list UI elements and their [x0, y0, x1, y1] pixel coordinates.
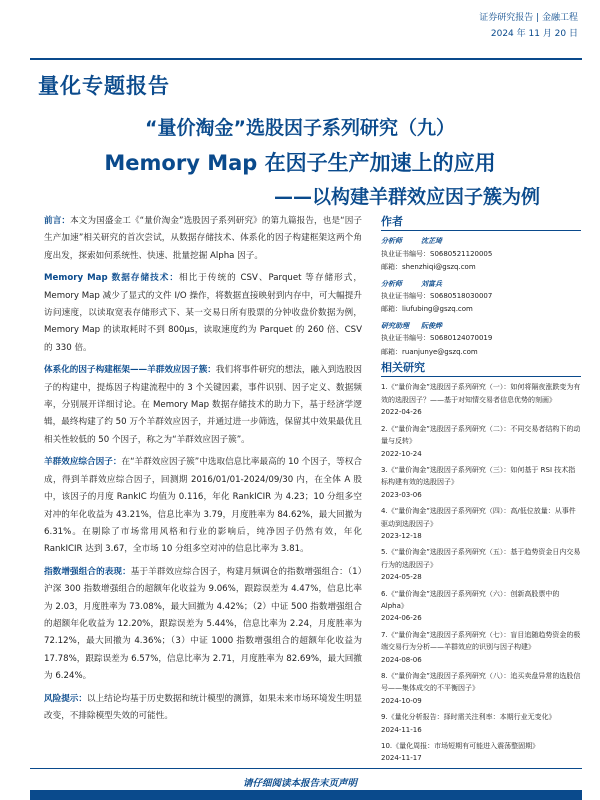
related-title[interactable]: 7.《“量价淘金”选股因子系列研究（七）：盲目追随趋势资金的极端交易行为分析——羊群效应的识别与因子构建》	[381, 630, 581, 652]
paragraph-text: 在“羊群效应因子簇”中选取信息比率最高的 10 个因子，等权合成，得到羊群效应综合因子，回测期 2016/01/01-2024/09/30 内，在全体 A 股中，该因子的月度 RankIC 均值为 0.116，年化 RankICIR 为 4.23；10 分组多空对冲的年化收益为 43.21%，信息比率为 3.79，月度胜率为 84.62%，最大回撤为 6.31%。在剔除了市场常用风格和行业的影响后，纯净因子仍然有效，年化 RankICIR 达到 3.67，全市场 10 分组多空对冲的信息比率为 3.81。	[44, 457, 362, 555]
author-name: 刘富兵	[421, 279, 442, 288]
related-date: 2023-03-06	[381, 490, 422, 499]
related-report[interactable]	[381, 711, 581, 736]
footer-disclaimer: 请仔细阅读本报告末页声明	[242, 778, 357, 789]
author-card	[381, 320, 581, 358]
related-title[interactable]: 2.《“量价淘金”选股因子系列研究（二）：不同交易者结构下的动量与反转》	[381, 424, 581, 446]
related-title[interactable]: 3.《“量价淘金”选股因子系列研究（三）：如何基于 RSI 技术指标构建有效的选股因子》	[381, 465, 576, 487]
report-header	[479, 10, 578, 42]
title-sub: ——以构建羊群效应因子簇为例	[273, 186, 540, 208]
header-date: 2024 年 11 月 20 日	[490, 29, 578, 39]
related-date: 2024-11-16	[381, 725, 422, 734]
author-name-row	[381, 320, 581, 332]
related-report[interactable]	[381, 629, 581, 666]
author-name: 阮俊烨	[421, 321, 442, 330]
related-report[interactable]	[381, 670, 581, 707]
author-name: 沈芷琦	[421, 237, 442, 246]
related-title[interactable]: 5.《“量价淘金”选股因子系列研究（五）：基于趋势资金日内交易行为的选股因子》	[381, 548, 581, 569]
related-date: 2022-10-24	[381, 449, 422, 458]
related-title[interactable]: 10.《量化周报：市场短期有可能进入震荡整固期》	[381, 742, 540, 751]
related-report[interactable]	[381, 588, 581, 625]
related-report[interactable]	[381, 381, 581, 418]
author-email[interactable]: 邮箱：ruanjunye@gszq.com	[381, 347, 478, 356]
author-license: 执业证书编号：S0680124070019	[381, 334, 493, 343]
footer-band	[30, 790, 582, 800]
paragraph-text: 本文为国盛金工《“量价淘金”选股因子系列研究》的第九篇报告，也是“因子生产加速”相关研究的首次尝试，从数据存储技术、体系化的因子构建框架这两个角度出发，探索如何系统性、快速、批量挖掘 Alpha 因子。	[44, 216, 362, 261]
author-name-row	[381, 235, 581, 247]
related-date: 2024-10-09	[381, 696, 422, 705]
title-main: Memory Map 在因子生产加速上的应用	[104, 151, 496, 175]
related-report[interactable]	[381, 464, 581, 501]
paragraph-memory-map	[44, 270, 362, 357]
sidebar	[381, 216, 581, 769]
report-type: 量化专题报告	[38, 74, 170, 98]
related-report[interactable]	[381, 423, 581, 460]
author-name-row	[381, 278, 581, 290]
author-role: 分析师	[381, 279, 402, 288]
related-date: 2024-11-17	[381, 754, 422, 763]
paragraph-text: 我们将事件研究的想法，融入到选股因子的构建中，提炼因子构建流程中的 3 个关键因素，事件识别、因子定义、数据频率，分别展开详细讨论。在 Memory Map 数据存储技术的助力下，基于经济学逻辑，最终构建了约 50 万个羊群效应因子，并通过进一步筛选，保留其中效果最优且相关性较低的 50 个因子，称之为“羊群效应因子簇”。	[44, 365, 362, 445]
paragraph-label: 风险提示：	[44, 693, 87, 704]
header-category: 证券研究报告 | 金融工程	[479, 13, 578, 23]
related-title[interactable]: 9.《量化分析报告：择时需关注利率：本期行业无变化》	[381, 713, 556, 722]
main-body	[44, 213, 362, 730]
related-title[interactable]: 4.《“量价淘金”选股因子系列研究（四）：高/低位放量：从事件驱动到选股因子》	[381, 507, 576, 528]
related-date: 2023-12-18	[381, 531, 422, 540]
paragraph-label: 羊群效应综合因子：	[44, 457, 122, 468]
related-title[interactable]: 6.《“量价淘金”选股因子系列研究（六）：创新高股票中的 Alpha》	[381, 589, 560, 610]
paragraph-risk	[44, 691, 362, 726]
paragraph-text: 相比于传统的 CSV、Parquet 等存储形式，Memory Map 减少了显式的文件 I/O 操作，将数据直接映射到内存中，可大幅提升访问速度，以读取宽表存储形式下、某一交易日所有股票的分钟收盘价数据为例，Memory Map 的读取耗时不到 800μs，读取速度约为 Parquet 的 260 倍、CSV 的 330 倍。	[44, 273, 362, 353]
paragraph-label: 体系化的因子构建框架——羊群效应因子簇：	[44, 365, 216, 376]
author-email[interactable]: 邮箱：liufubing@gszq.com	[381, 305, 473, 314]
authors-heading: 作者	[381, 216, 581, 231]
paragraph-label: 指数增强组合的表现：	[44, 566, 131, 577]
related-title[interactable]: 1.《“量价淘金”选股因子系列研究（一）：如何将隔夜涨跌变为有效的选股因子？——基于对知情交易者信息优势的刻画》	[381, 383, 581, 404]
author-email[interactable]: 邮箱：shenzhiqi@gszq.com	[381, 263, 476, 272]
paragraph-framework	[44, 362, 362, 449]
related-report[interactable]	[381, 505, 581, 542]
paragraph-intro	[44, 213, 362, 265]
related-date: 2024-06-26	[381, 614, 422, 623]
related-report[interactable]	[381, 740, 581, 765]
related-heading: 相关研究	[381, 362, 581, 377]
paragraph-label: Memory Map 数据存储技术：	[44, 273, 179, 284]
author-role: 研究助理	[381, 321, 409, 330]
related-date: 2024-08-06	[381, 655, 422, 664]
paragraph-text: 以上结论均基于历史数据和统计模型的测算，如果未来市场环境发生明显改变，不排除模型失效的可能性。	[44, 693, 362, 721]
title-series: “量价淘金”选股因子系列研究（九）	[145, 117, 455, 139]
related-report[interactable]	[381, 546, 581, 583]
related-date: 2022-04-26	[381, 408, 422, 417]
related-title[interactable]: 8.《“量价淘金”选股因子系列研究（八）：追买卖盘异常的选股信号——集体成交的不平衡因子》	[381, 672, 581, 693]
author-card	[381, 235, 581, 273]
author-role: 分析师	[381, 237, 402, 246]
header-divider	[30, 58, 582, 60]
author-license: 执业证书编号：S0680518030007	[381, 292, 493, 301]
author-license: 执业证书编号：S0680521120005	[381, 249, 493, 258]
paragraph-label: 前言：	[44, 216, 71, 226]
related-date: 2024-05-28	[381, 573, 422, 582]
paragraph-composite-factor	[44, 454, 362, 558]
author-card	[381, 278, 581, 316]
paragraph-index-enhanced	[44, 564, 362, 686]
footer-divider	[30, 768, 582, 769]
paragraph-text: 基于羊群效应综合因子，构建月频调仓的指数增强组合：（1）沪深 300 指数增强组合的超额年化收益为 9.06%，跟踪误差为 4.47%，信息比率为 2.03，月度胜率为 73.08%，最大回撤为 4.42%；（2）中证 500 指数增强组合的超额年化收益为 12.20%，跟踪误差为 5.44%，信息比率为 2.24，月度胜率为 72.12%，最大回撤为 4.36%；（3）中证 1000 指数增强组合的超额年化收益为 17.78%，跟踪误差为 6.57%，信息比率为 2.71，月度胜率为 82.69%，最大回撤为 6.24%。	[44, 566, 362, 682]
